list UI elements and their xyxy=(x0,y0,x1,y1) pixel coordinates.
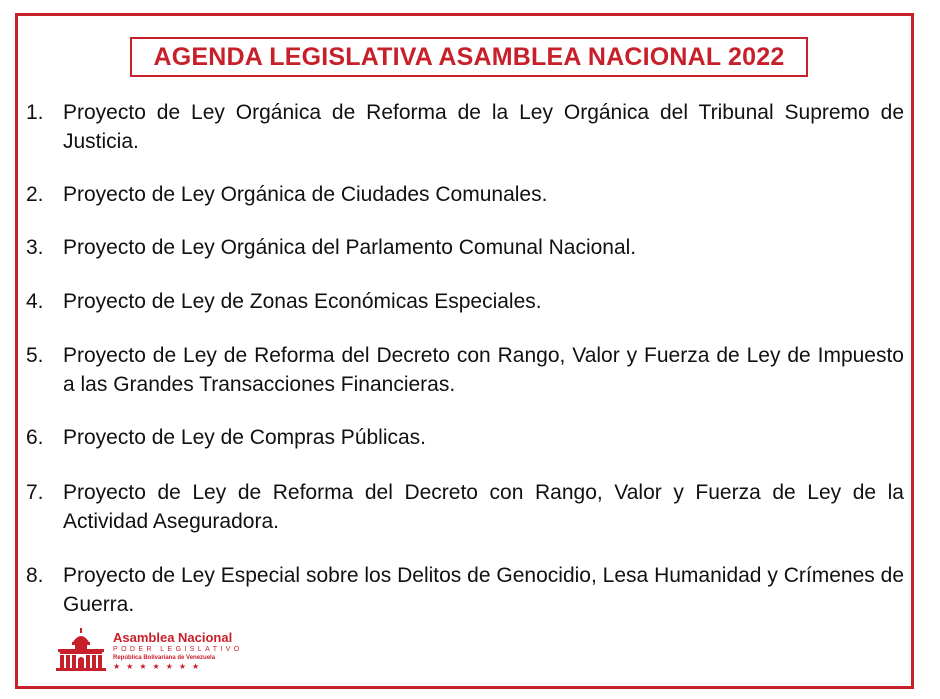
list-item xyxy=(26,233,904,262)
item-number: 3. xyxy=(26,236,44,259)
list-item xyxy=(26,341,904,399)
item-text: Proyecto de Ley de Reforma del Decreto con Rango, Valor y Fuerza de Ley de la Actividad Aseguradora. xyxy=(63,481,904,533)
item-number: 7. xyxy=(26,481,44,504)
list-item xyxy=(26,180,904,209)
item-number: 5. xyxy=(26,344,44,367)
item-text: Proyecto de Ley de Zonas Económicas Especiales. xyxy=(63,290,542,313)
item-text: Proyecto de Ley Orgánica de Reforma de la Ley Orgánica del Tribunal Supremo de Justicia. xyxy=(63,101,904,153)
logo-stars: ★★★★★★★ xyxy=(113,662,206,671)
list-item xyxy=(26,98,904,156)
title-box xyxy=(130,37,808,77)
item-text: Proyecto de Ley Orgánica de Ciudades Comunales. xyxy=(63,183,548,206)
list-item xyxy=(26,423,904,452)
logo-name: Asamblea Nacional xyxy=(113,630,233,645)
item-number: 4. xyxy=(26,290,44,313)
logo-country: República Bolivariana de Venezuela xyxy=(113,655,216,661)
asamblea-logo xyxy=(56,626,256,676)
item-number: 1. xyxy=(26,101,44,124)
capitol-building-icon xyxy=(56,628,106,674)
item-text: Proyecto de Ley de Reforma del Decreto con Rango, Valor y Fuerza de Ley de Impuesto a las Grandes Transacciones Financieras. xyxy=(63,344,904,396)
item-number: 2. xyxy=(26,183,44,206)
item-number: 6. xyxy=(26,426,44,449)
list-item xyxy=(26,287,904,316)
item-text: Proyecto de Ley de Compras Públicas. xyxy=(63,426,427,449)
list-item xyxy=(26,478,904,536)
item-text: Proyecto de Ley Especial sobre los Delitos de Genocidio, Lesa Humanidad y Crímenes de Guerra. xyxy=(63,564,904,616)
page-title: AGENDA LEGISLATIVA ASAMBLEA NACIONAL 2022 xyxy=(153,42,785,71)
item-text: Proyecto de Ley Orgánica del Parlamento Comunal Nacional. xyxy=(63,236,637,259)
logo-subtitle: PODER LEGISLATIVO xyxy=(113,646,243,653)
list-item xyxy=(26,561,904,619)
item-number: 8. xyxy=(26,564,44,587)
